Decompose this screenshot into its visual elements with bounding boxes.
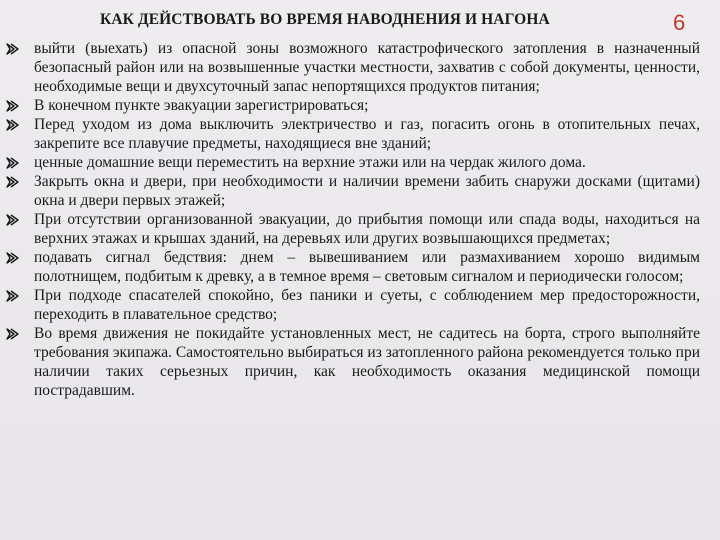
arrow-checkmark-bullet-icon (5, 212, 21, 228)
arrow-checkmark-bullet-icon (5, 326, 21, 342)
list-item (0, 210, 720, 248)
arrow-checkmark-bullet-icon (5, 117, 21, 133)
list-item (0, 248, 720, 286)
list-item-text: При отсутствии организованной эвакуации, до прибытия помощи или спада воды, находиться на верхних этажах и крышах зданий, на деревьях или других возвышающихся предметах; (34, 211, 700, 247)
page-title: КАК ДЕЙСТВОВАТЬ ВО ВРЕМЯ НАВОДНЕНИЯ И НАГОНА (100, 11, 550, 28)
arrow-checkmark-bullet-icon (5, 155, 21, 171)
list-item-text: Во время движения не покидайте установленных мест, не садитесь на борта, строго выполняйте требования экипажа. Самостоятельно выбираться из затопленного района рекомендуется только при наличии таких серьезных причин, как необходимость оказания медицинской помощи пострадавшим. (34, 325, 700, 399)
page-number: 6 (673, 10, 686, 35)
list-item-text: ценные домашние вещи переместить на верхние этажи или на чердак жилого дома. (34, 154, 586, 171)
arrow-checkmark-bullet-icon (5, 250, 21, 266)
list-item-text: Перед уходом из дома выключить электричество и газ, погасить огонь в отопительных печах, закрепите все плавучие предметы, находящиеся вне зданий; (34, 116, 700, 152)
arrow-checkmark-bullet-icon (5, 174, 21, 190)
list-item (0, 96, 720, 115)
list-item-text: При подходе спасателей спокойно, без паники и суеты, с соблюдением мер предосторожности, переходить в плавательное средство; (34, 287, 700, 323)
list-item-text: В конечном пункте эвакуации зарегистрироваться; (34, 97, 369, 114)
list-item (0, 115, 720, 153)
list-item (0, 153, 720, 172)
list-item (0, 324, 720, 400)
arrow-checkmark-bullet-icon (5, 98, 21, 114)
list-item-text: Закрыть окна и двери, при необходимости и наличии времени забить снаружи досками (щитами) окна и двери первых этажей; (34, 173, 700, 209)
arrow-checkmark-bullet-icon (5, 288, 21, 304)
list-item-text: подавать сигнал бедствия: днем – вывешиванием или размахиванием хорошо видимым полотнищем, подбитым к древку, а в темное время – световым сигналом и периодически голосом; (34, 249, 700, 285)
list-item-text: выйти (выехать) из опасной зоны возможного катастрофического затопления в назначенный безопасный район или на возвышенные участки местности, захватив с собой документы, ценности, необходимые вещи и двухсуточный запас непортящихся продуктов питания; (34, 40, 700, 95)
instruction-list (0, 39, 720, 400)
list-item (0, 286, 720, 324)
list-item (0, 172, 720, 210)
arrow-checkmark-bullet-icon (5, 41, 21, 57)
list-item (0, 39, 720, 96)
